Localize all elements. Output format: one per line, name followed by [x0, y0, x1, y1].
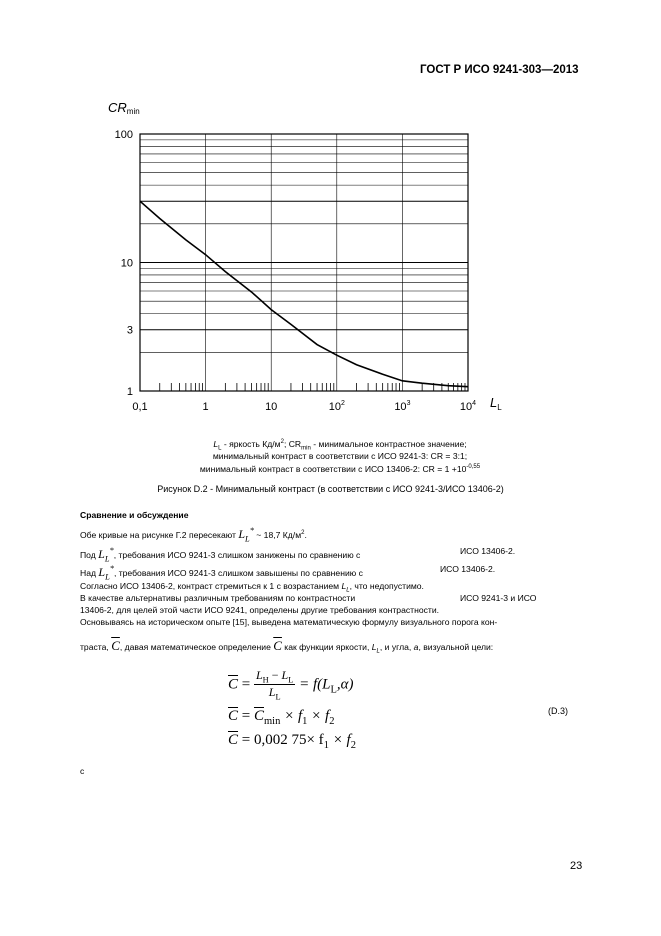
- trailing-text: с: [80, 766, 85, 776]
- y-tick-label: 1: [126, 386, 133, 398]
- paragraph-1: Обе кривые на рисунке Г.2 пересекают $L_L^*$ ~ 18,7 $Кд/м^2$.: [80, 526, 307, 544]
- formula-line-3: $\overline{C} = 0,002$ $75\times f_1 \times f_2$: [228, 732, 356, 751]
- formula-number: (D.3): [548, 706, 568, 716]
- chart-legend-line-3: минимальный контраст в соответствии с ИСО 13406-2: CR = $1 +10^{-0,55}$: [199, 463, 481, 474]
- paragraph-5-cont: 13406-2, для целей этой части ИСО 9241, определены другие требования контрастности.: [80, 605, 440, 615]
- chart-legend-line-2: минимальный контраст в соответствии с ИСО 9241-3: CR = 3:1;: [212, 451, 468, 461]
- paragraph-7: траста, $\overline{C}$, давая математическое определение $\overline{C}$ как функции яркости, $L_L$, и угла, a, визуальной цели:: [80, 638, 494, 655]
- chart-tick-labels: [115, 129, 477, 413]
- section-heading: Сравнение и обсуждение: [80, 510, 189, 520]
- y-tick-label: 10: [120, 257, 133, 270]
- min-contrast-chart: [0, 0, 661, 420]
- paragraph-6: Основываясь на историческом опыте [15], выведена математическую формулу визуального порога кон-: [80, 617, 498, 627]
- paragraph-2-end: ИСО 13406-2.: [460, 546, 516, 556]
- paragraph-4: Согласно ИСО 13406-2, контраст стремиться к 1 с возрастанием $L_L$, что недопустимо.: [80, 581, 424, 594]
- figure-caption: Рисунок D.2 - Минимальный контраст (в соответствии с ИСО 9241-3/ИСО 13406-2): [157, 484, 504, 494]
- y-tick-label: 3: [126, 324, 133, 337]
- x-axis-label: $L_L$: [490, 395, 502, 412]
- paragraph-5-right: ИСО 9241-3 и ИСО: [460, 593, 537, 603]
- paragraph-3: Над $L_L^*$, требования ИСО 9241-3 слишком завышены по сравнению с: [80, 564, 363, 582]
- x-tick-label: 1: [202, 401, 209, 413]
- x-tick-label: 0,1: [132, 401, 148, 413]
- document-standard-header: ГОСТ Р ИСО 9241-303—2013: [420, 64, 579, 76]
- page-number: 23: [570, 860, 583, 872]
- x-tick-label: 10: [265, 401, 278, 413]
- paragraph-2: Под $L_L^*$, требования ИСО 9241-3 слишком занижены по сравнению с: [80, 546, 361, 564]
- y-axis-label: CRmin: [108, 100, 140, 116]
- chart-legend-line-1: $L_L$ - яркость $Кд/м^2$; $CR_{min}$ - минимальное контрастное значение;: [213, 438, 467, 452]
- formula-line-2: $\overline{C} = \overline{C}_{min} \times f_1 \times f_2$: [228, 708, 335, 727]
- chart-grid: [140, 134, 468, 391]
- formula-line-1: $\overline{C}$ = $\frac{L_H - L_L}{L_L}$ = $f(L_L,\alpha)$: [228, 668, 354, 702]
- x-tick-label: $10^3$: [394, 400, 411, 413]
- paragraph-3-end: ИСО 13406-2.: [440, 564, 496, 574]
- paragraph-5: В качестве альтернативы различным требованиям по контрастности: [80, 593, 356, 603]
- crmin-curve: [140, 201, 468, 387]
- x-tick-label: $10^2$: [328, 400, 345, 413]
- x-tick-label: $10^4$: [459, 400, 477, 413]
- y-tick-label: 100: [114, 129, 133, 141]
